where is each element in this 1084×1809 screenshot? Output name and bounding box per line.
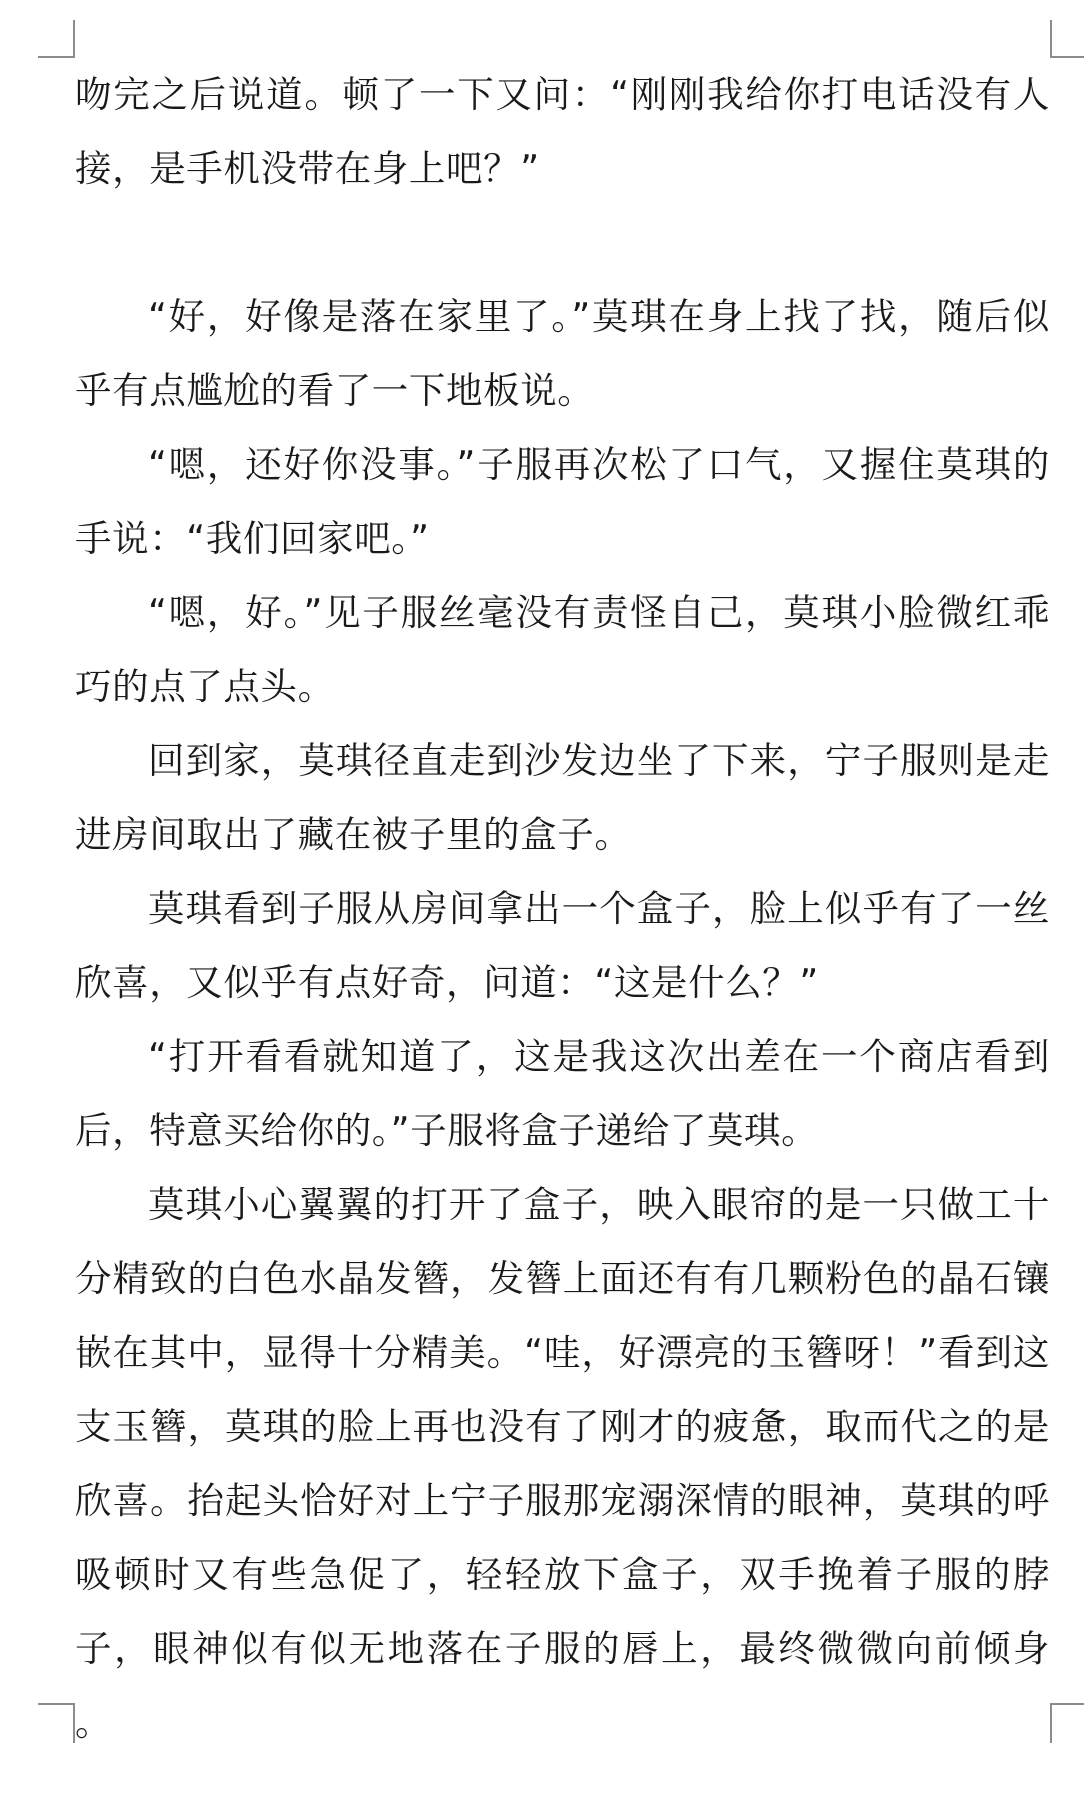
paragraph: “打开看看就知道了，这是我这次出差在一个商店看到后，特意买给你的。”子服将盒子递给了莫琪。 [75, 1035, 1050, 1152]
crop-mark-top-right [1050, 56, 1084, 58]
crop-mark-top-left [73, 20, 75, 58]
crop-mark-bottom-right [1050, 1703, 1084, 1705]
paragraph: “嗯，好。”见子服丝毫没有责怪自己，莫琪小脸微红乖巧的点了点头。 [75, 591, 1050, 708]
paragraph: 莫琪小心翼翼的打开了盒子，映入眼帘的是一只做工十分精致的白色水晶发簪，发簪上面还有有几颗粉色的晶石镶嵌在其中，显得十分精美。“哇，好漂亮的玉簪呀！”看到这支玉簪，莫琪的脸上再也没有了刚才的疲惫，取而代之的是欣喜。抬起头恰好对上宁子服那宠溺深情的眼神，莫琪的呼吸顿时又有些急促了，轻轻放下盒子，双手挽着子服的脖子，眼神似有似无地落在子服的唇上，最终微微向前倾身 。 [75, 1183, 1050, 1744]
document-body[interactable] [75, 58, 1050, 1760]
paragraph: 吻完之后说道。顿了一下又问：“刚刚我给你打电话没有人接，是手机没带在身上吧？” [75, 73, 1050, 190]
crop-mark-bottom-right [1050, 1703, 1052, 1743]
paragraph: “嗯，还好你没事。”子服再次松了口气，又握住莫琪的手说：“我们回家吧。” [75, 443, 1050, 560]
crop-mark-top-right [1050, 20, 1052, 58]
crop-mark-bottom-left [38, 1703, 75, 1705]
paragraph: “好，好像是落在家里了。”莫琪在身上找了找，随后似乎有点尴尬的看了一下地板说。 [75, 295, 1050, 412]
paragraph: 回到家，莫琪径直走到沙发边坐了下来，宁子服则是走进房间取出了藏在被子里的盒子。 [75, 739, 1050, 856]
paragraph: 莫琪看到子服从房间拿出一个盒子，脸上似乎有了一丝欣喜，又似乎有点好奇，问道：“这是什么？” [75, 887, 1050, 1004]
empty-line [75, 206, 1050, 280]
crop-mark-top-left [38, 56, 75, 58]
